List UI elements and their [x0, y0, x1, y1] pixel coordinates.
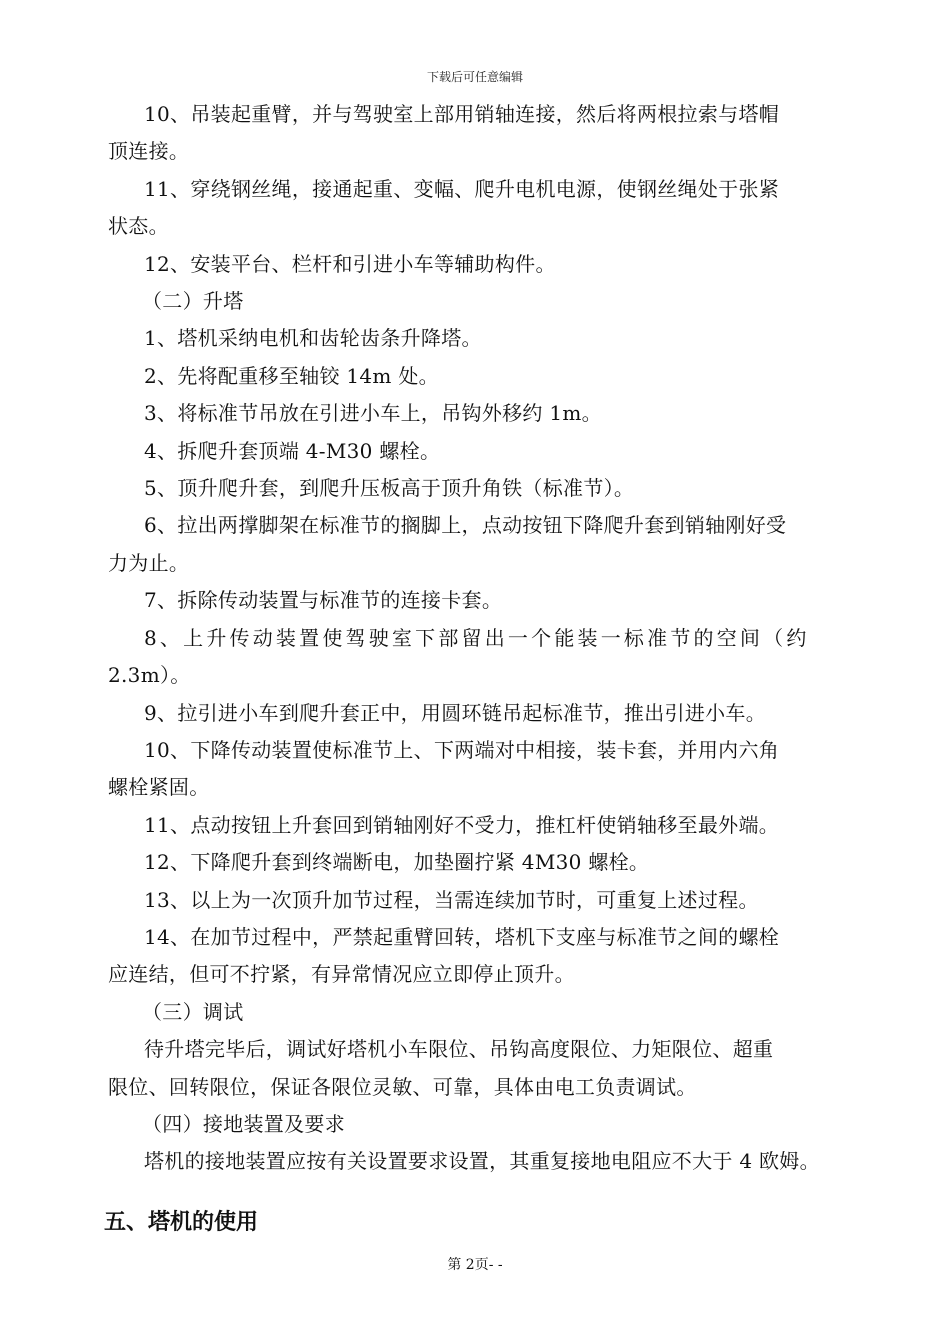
paragraph-line: 11、穿绕钢丝绳，接通起重、变幅、爬升电机电源，使钢丝绳处于张紧 — [144, 176, 780, 201]
paragraph-line: 13、以上为一次顶升加节过程，当需连续加节时，可重复上述过程。 — [144, 887, 759, 912]
paragraph-line: 螺栓紧固。 — [108, 775, 210, 800]
paragraph-line: 2、先将配重移至轴铰 14m 处。 — [144, 363, 439, 388]
paragraph-line: 顶连接。 — [108, 139, 190, 164]
paragraph-line: 3、将标准节吊放在引进小车上，吊钩外移约 1m。 — [144, 401, 602, 426]
paragraph-line: 应连结，但可不拧紧，有异常情况应立即停止顶升。 — [108, 962, 575, 987]
paragraph-line: 6、拉出两撑脚架在标准节的搁脚上，点动按钮下降爬升套到销轴刚好受 — [144, 513, 787, 538]
paragraph-line: 8、上升传动装置使驾驶室下部留出一个能装一标准节的空间（约 — [144, 625, 810, 650]
paragraph-line: 10、下降传动装置使标准节上、下两端对中相接，装卡套，并用内六角 — [144, 737, 780, 762]
paragraph-line: 力为止。 — [108, 550, 190, 575]
paragraph-line: 9、拉引进小车到爬升套正中，用圆环链吊起标准节，推出引进小车。 — [144, 700, 767, 725]
subsection-heading: （四）接地装置及要求 — [142, 1111, 345, 1136]
page-footer: 第 2页- - — [447, 1257, 503, 1273]
page-header: 下载后可任意编辑 — [426, 70, 523, 84]
section-heading: 五、塔机的使用 — [104, 1210, 259, 1235]
paragraph-line: 7、拆除传动装置与标准节的连接卡套。 — [144, 588, 503, 613]
paragraph-line: 1、塔机采纳电机和齿轮齿条升降塔。 — [144, 326, 482, 351]
paragraph-line: 11、点动按钮上升套回到销轴刚好不受力，推杠杆使销轴移至最外端。 — [144, 812, 780, 837]
paragraph-line: 限位、回转限位，保证各限位灵敏、可靠，具体由电工负责调试。 — [108, 1074, 697, 1099]
paragraph-line: 待升塔完毕后，调试好塔机小车限位、吊钩高度限位、力矩限位、超重 — [144, 1037, 774, 1062]
paragraph-line: 5、顶升爬升套，到爬升压板高于顶升角铁（标准节）。 — [144, 476, 635, 501]
paragraph-line: 10、吊装起重臂，并与驾驶室上部用销轴连接，然后将两根拉索与塔帽 — [144, 102, 780, 126]
paragraph-line: 2.3m）。 — [108, 663, 191, 688]
paragraph-line: 4、拆爬升套顶端 4-M30 螺栓。 — [144, 438, 441, 463]
paragraph-line: 状态。 — [108, 214, 169, 239]
paragraph-line: 12、下降爬升套到终端断电，加垫圈拧紧 4M30 螺栓。 — [144, 850, 650, 875]
paragraph-line: 塔机的接地装置应按有关设置要求设置，其重复接地电阻应不大于 4 欧姆。 — [144, 1149, 820, 1174]
paragraph-line: 14、在加节过程中，严禁起重臂回转，塔机下支座与标准节之间的螺栓 — [144, 924, 780, 949]
document-body — [108, 96, 868, 1181]
paragraph-line: 12、安装平台、栏杆和引进小车等辅助构件。 — [144, 251, 556, 276]
subsection-heading: （二）升塔 — [142, 289, 244, 314]
subsection-heading: （三）调试 — [142, 999, 244, 1024]
